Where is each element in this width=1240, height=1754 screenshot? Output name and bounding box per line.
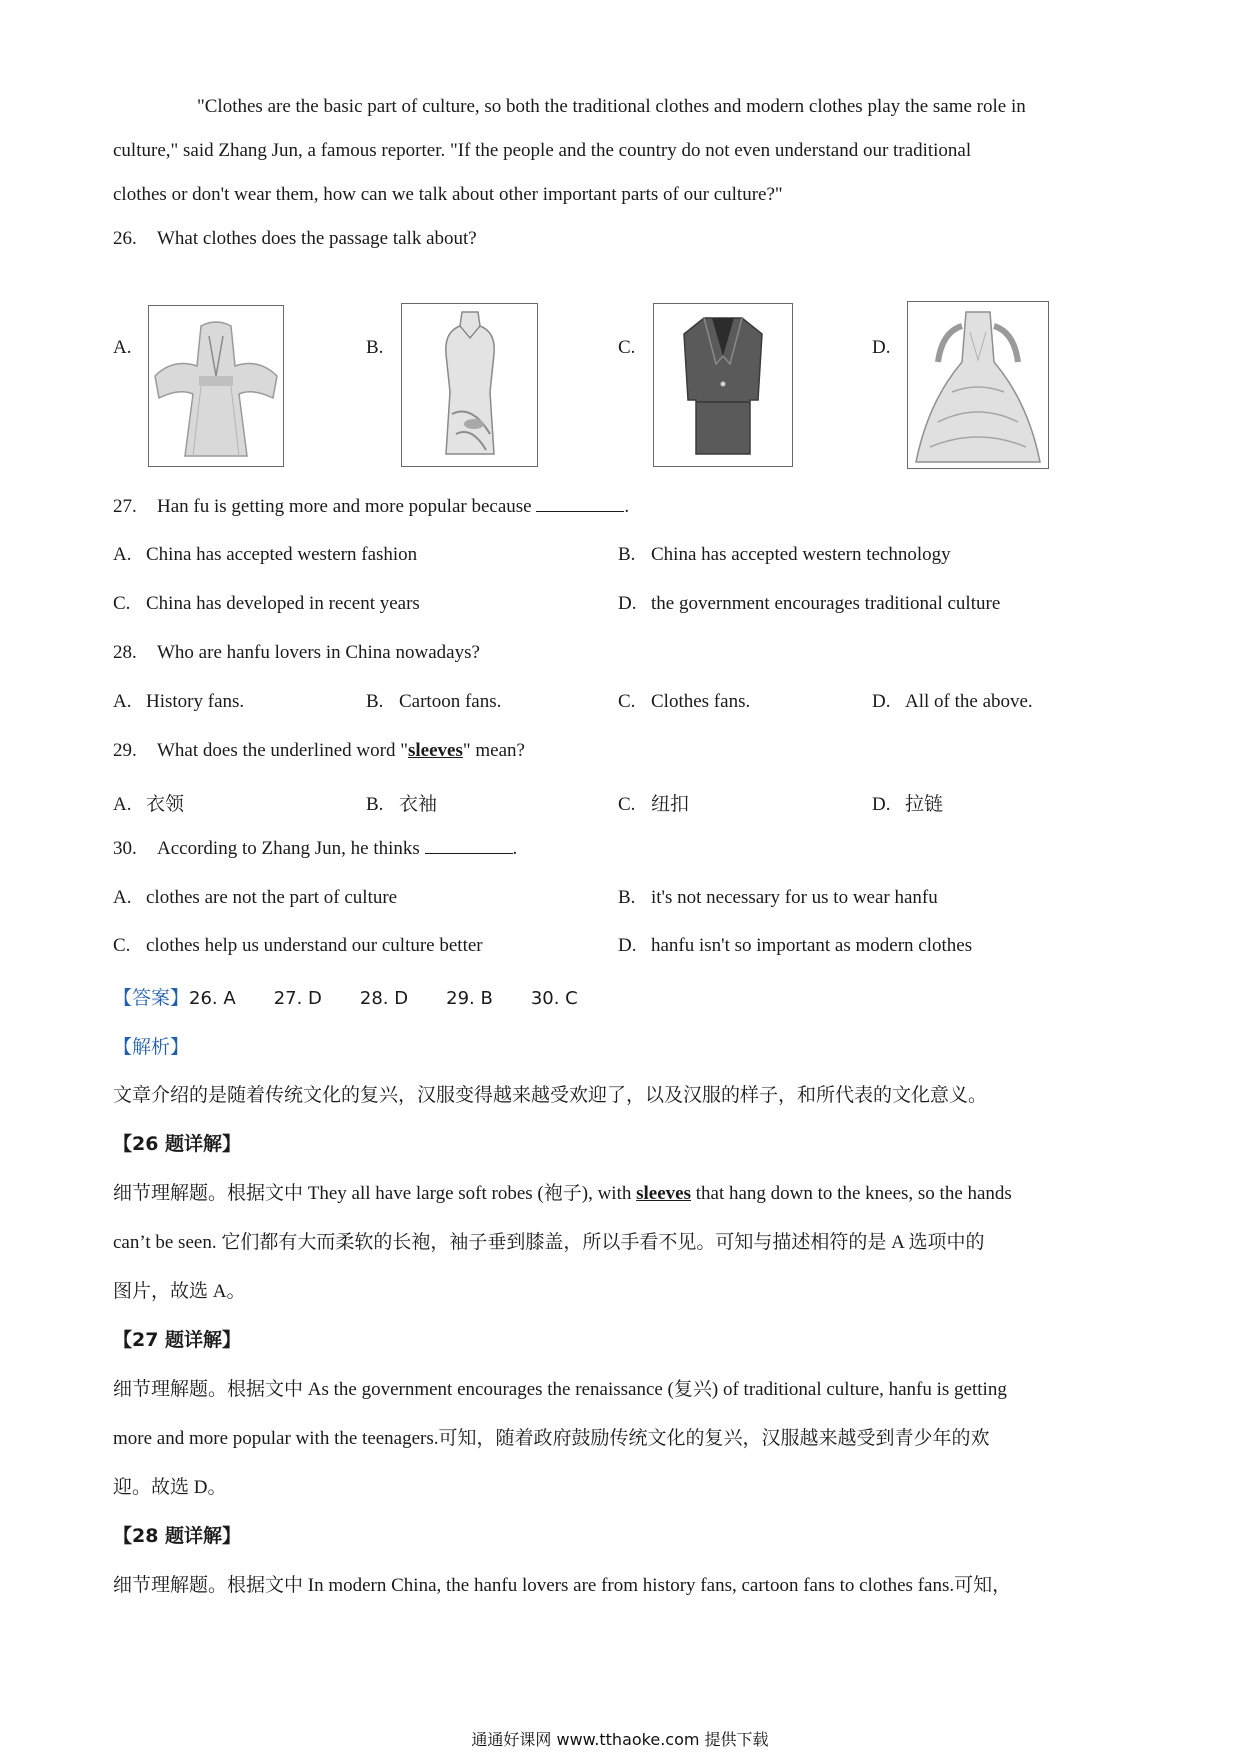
answer-item: 27. D	[273, 988, 322, 1009]
option-26-c-letter: C.	[618, 337, 636, 358]
detail-28-line-1: 细节理解题。根据文中 In modern China, the hanfu lovers are from history fans, cartoon fans to clothes fans.可知，	[113, 1575, 1012, 1596]
detail-26-title: 【26 题详解】	[113, 1133, 242, 1155]
option-30-a: A. clothes are not the part of culture	[113, 887, 398, 908]
answer-item: 26. A	[189, 988, 236, 1009]
option-26-a-letter: A.	[113, 337, 132, 358]
detail-27-line-1: 细节理解题。根据文中 As the government encourages the renaissance (复兴) of traditional culture, hanfu is getting	[113, 1379, 1007, 1400]
detail-27-line-2: more and more popular with the teenagers.可知，随着政府鼓励传统文化的复兴，汉服越来越受到青少年的欢	[113, 1428, 990, 1449]
answer-blank	[425, 839, 513, 854]
option-30-b: B. it's not necessary for us to wear hanfu	[618, 887, 938, 908]
option-29-b: B. 衣袖	[366, 794, 438, 815]
ball-gown-image	[907, 301, 1049, 469]
option-27-a: A. China has accepted western fashion	[113, 544, 418, 565]
question-26	[113, 228, 477, 250]
question-27: 27. Han fu is getting more and more popular because .	[113, 496, 630, 517]
detail-27-title: 【27 题详解】	[113, 1329, 242, 1351]
analysis-summary: 文章介绍的是随着传统文化的复兴，汉服变得越来越受欢迎了，以及汉服的样子，和所代表的文化意义。	[113, 1084, 988, 1106]
option-30-c: C. clothes help us understand our culture better	[113, 935, 483, 956]
qipao-dress-image	[401, 303, 538, 467]
question-text: What clothes does the passage talk about?	[157, 228, 477, 249]
detail-28-title: 【28 题详解】	[113, 1525, 242, 1547]
option-27-b: B. China has accepted western technology	[618, 544, 951, 565]
answer-item: 28. D	[359, 988, 409, 1009]
option-28-b: B. Cartoon fans.	[366, 691, 502, 712]
analysis-label: 【解析】	[113, 1036, 190, 1058]
question-number: 27.	[113, 496, 137, 517]
detail-26-line-1: 细节理解题。根据文中 They all have large soft robes (袍子), with sleeves that hang down to the knees, so the hands	[113, 1183, 1012, 1204]
question-30: 30. According to Zhang Jun, he thinks .	[113, 838, 518, 859]
business-suit-image	[653, 303, 793, 467]
answer-key	[113, 983, 616, 1010]
question-number: 28.	[113, 642, 137, 663]
option-26-d-letter: D.	[872, 337, 891, 358]
option-26-b-letter: B.	[366, 337, 384, 358]
answer-item: 30. C	[530, 988, 578, 1009]
page-footer: 通通好课网 www.tthaoke.com 提供下载	[471, 1730, 769, 1749]
answer-blank	[536, 497, 624, 512]
option-29-d: D. 拉链	[872, 794, 944, 815]
question-text: According to Zhang Jun, he thinks	[157, 838, 420, 859]
option-28-d: D. All of the above.	[872, 691, 1033, 712]
option-28-c: C. Clothes fans.	[618, 691, 751, 712]
detail-27-line-3: 迎。故选 D。	[113, 1477, 227, 1498]
underlined-word: sleeves	[636, 1183, 691, 1204]
question-number: 30.	[113, 838, 137, 859]
option-27-d: D. the government encourages traditional culture	[618, 593, 1001, 614]
option-27-c: C. China has developed in recent years	[113, 593, 420, 614]
option-29-c: C. 纽扣	[618, 794, 690, 815]
question-28	[113, 642, 480, 664]
detail-26-line-2: can’t be seen. 它们都有大而柔软的长袍，袖子垂到膝盖，所以手看不见。可知与描述相符的是 A 选项中的	[113, 1232, 985, 1253]
question-29: 29. What does the underlined word "sleeves" mean?	[113, 740, 525, 761]
question-number: 26.	[113, 228, 137, 249]
answer-item: 29. B	[446, 988, 493, 1009]
passage-line-3: clothes or don't wear them, how can we talk about other important parts of our culture?"	[113, 184, 783, 205]
option-28-a: A. History fans.	[113, 691, 245, 712]
question-number: 29.	[113, 740, 137, 761]
option-30-d: D. hanfu isn't so important as modern clothes	[618, 935, 973, 956]
passage-line-2: culture," said Zhang Jun, a famous reporter. "If the people and the country do not even understand our traditional	[113, 140, 972, 161]
underlined-word: sleeves	[408, 740, 463, 761]
question-text: Han fu is getting more and more popular because	[157, 496, 532, 517]
answer-label: 【答案】	[113, 987, 190, 1009]
question-text: Who are hanfu lovers in China nowadays?	[157, 642, 480, 663]
detail-26-line-3: 图片，故选 A。	[113, 1281, 246, 1302]
hanfu-robe-image	[148, 305, 284, 467]
option-29-a: A. 衣领	[113, 794, 185, 815]
passage-line-1: "Clothes are the basic part of culture, so both the traditional clothes and modern clothes play the same role in	[197, 96, 1026, 117]
